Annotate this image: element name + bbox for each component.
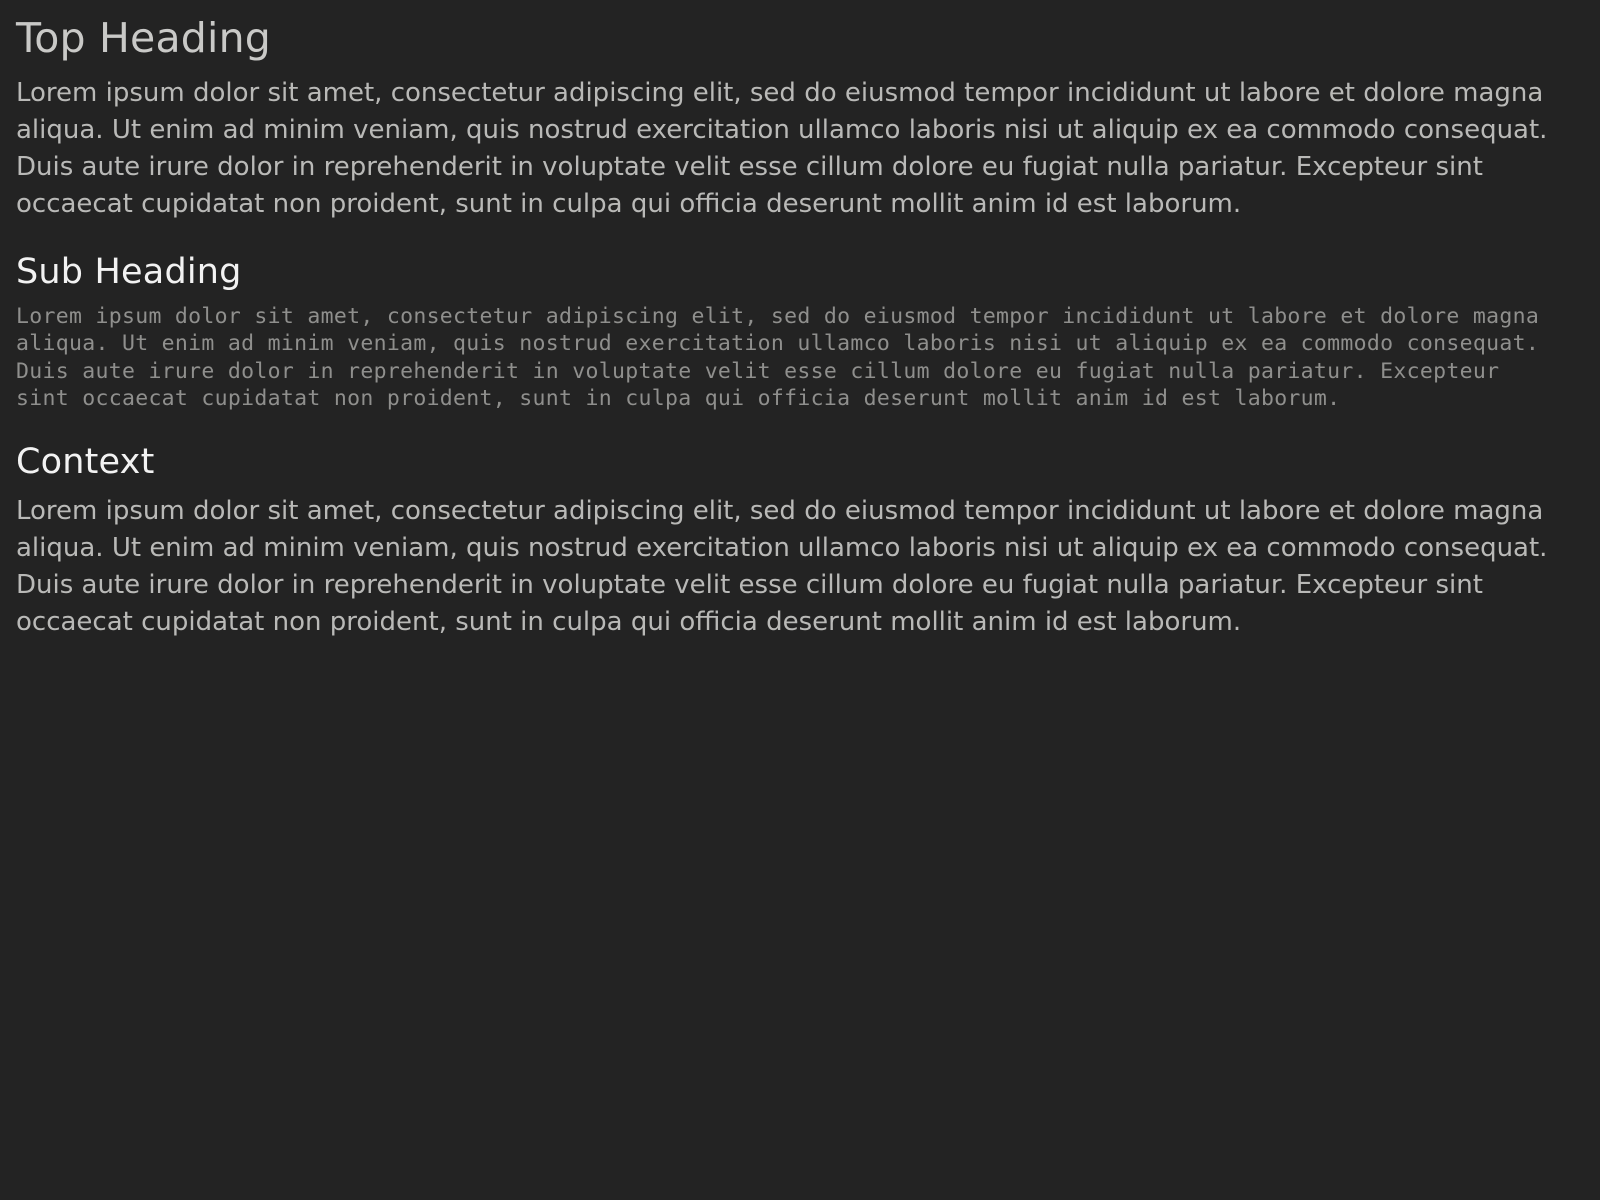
body-paragraph-monospace: Lorem ipsum dolor sit amet, consectetur adipiscing elit, sed do eiusmod tempor incididunt ut labore et dolore magna aliqua. Ut enim ad minim veniam, quis nostrud exercitation ullamco laboris nisi ut aliquip ex ea commodo consequat. Duis aute irure dolor in reprehenderit in voluptate velit esse cillum dolore eu fugiat nulla pariatur. Excepteur sint occaecat cupidatat non proident, sunt in culpa qui officia deserunt mollit anim id est laborum. [16, 303, 1540, 412]
section-context [16, 441, 1584, 641]
section-heading-context: Context [16, 441, 155, 482]
body-paragraph: Lorem ipsum dolor sit amet, consectetur adipiscing elit, sed do eiusmod tempor incididunt ut labore et dolore magna aliqua. Ut enim ad minim veniam, quis nostrud exercitation ullamco laboris nisi ut aliquip ex ea commodo consequat. Duis aute irure dolor in reprehenderit in voluptate velit esse cillum dolore eu fugiat nulla pariatur. Excepteur sint occaecat cupidatat non proident, sunt in culpa qui officia deserunt mollit anim id est laborum. [16, 78, 1548, 219]
page-title: Top Heading [16, 14, 272, 62]
section-heading-sub: Sub Heading [16, 251, 242, 292]
section-top-heading [16, 14, 1584, 223]
section-sub-heading [16, 251, 1584, 413]
body-paragraph-context: Lorem ipsum dolor sit amet, consectetur adipiscing elit, sed do eiusmod tempor incididunt ut labore et dolore magna aliqua. Ut enim ad minim veniam, quis nostrud exercitation ullamco laboris nisi ut aliquip ex ea commodo consequat. Duis aute irure dolor in reprehenderit in voluptate velit esse cillum dolore eu fugiat nulla pariatur. Excepteur sint occaecat cupidatat non proident, sunt in culpa qui officia deserunt mollit anim id est laborum. [16, 495, 1548, 637]
